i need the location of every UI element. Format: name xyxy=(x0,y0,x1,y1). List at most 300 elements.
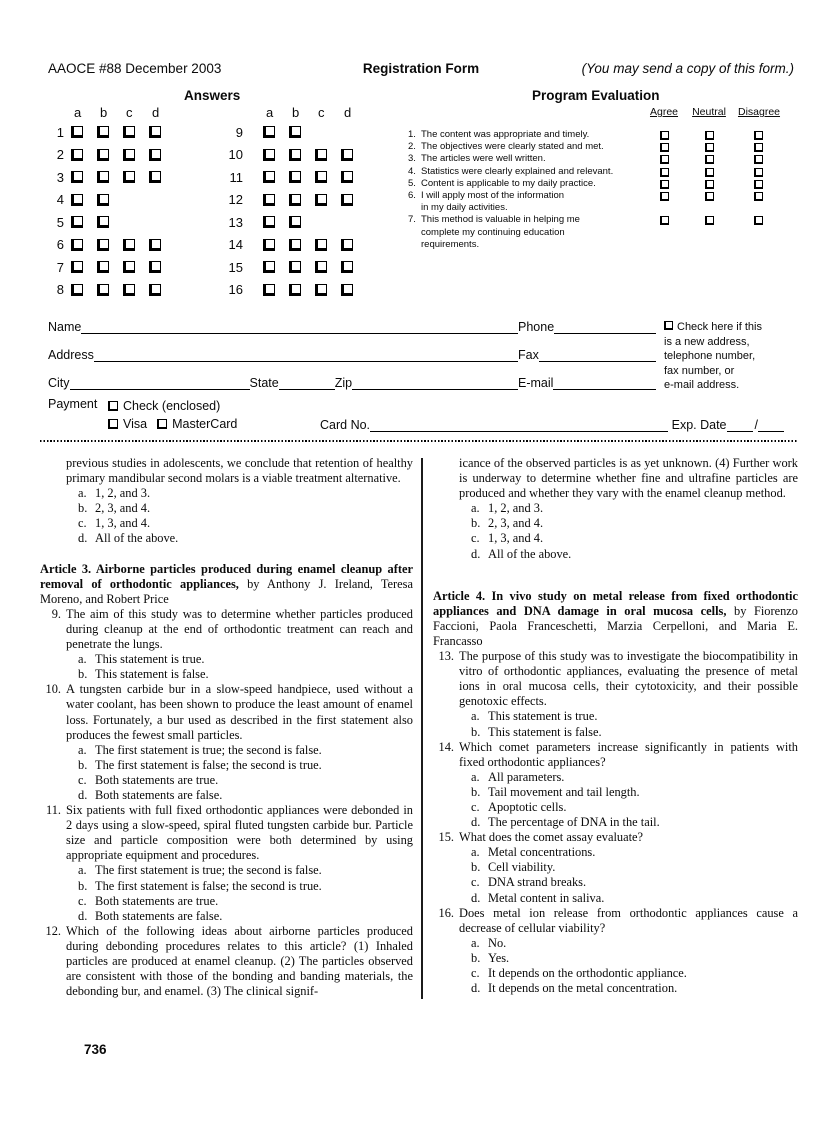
answer-row-4 xyxy=(48,189,175,212)
answer-checkbox-2a[interactable] xyxy=(71,149,83,161)
option-text: The first statement is false; the second is true. xyxy=(95,878,322,893)
zip-label: Zip xyxy=(334,376,353,390)
answer-letter-label: d xyxy=(344,105,352,120)
option-letter: d. xyxy=(471,546,481,561)
answer-checkbox-16a[interactable] xyxy=(263,284,275,296)
option-text: 2, 3, and 4. xyxy=(95,501,151,516)
option-letter: a. xyxy=(471,501,480,516)
answer-checkbox-1a[interactable] xyxy=(71,126,83,138)
evaluation-item-number: 5. xyxy=(408,177,416,189)
answer-option xyxy=(66,788,413,803)
answer-checkbox-6d[interactable] xyxy=(149,239,161,251)
evaluation-item-text: I will apply most of the information in my daily activities. xyxy=(421,190,565,214)
option-text: Both statements are false. xyxy=(95,787,223,802)
evaluation-checkbox[interactable] xyxy=(754,180,763,189)
option-text: This statement is false. xyxy=(95,667,209,682)
answer-option xyxy=(459,547,798,562)
evaluation-checkbox[interactable] xyxy=(754,143,763,152)
paragraph-continuation xyxy=(433,456,798,562)
answer-checkbox-10a[interactable] xyxy=(263,149,275,161)
answer-checkbox-8a[interactable] xyxy=(71,284,83,296)
option-text: All of the above. xyxy=(95,531,179,546)
check-enclosed-label: Check (enclosed) xyxy=(123,399,221,413)
option-letter: a. xyxy=(78,652,87,667)
answer-option xyxy=(459,860,798,875)
answer-checkbox-13b[interactable] xyxy=(289,216,301,228)
answer-checkbox-12d[interactable] xyxy=(341,194,353,206)
card-no-label: Card No. xyxy=(320,418,371,432)
option-letter: b. xyxy=(78,501,88,516)
answer-checkbox-6b[interactable] xyxy=(97,239,109,251)
question-number: 9. xyxy=(51,606,61,621)
answer-checkbox-7d[interactable] xyxy=(149,261,161,273)
answer-option xyxy=(66,516,413,531)
email-input-line[interactable] xyxy=(553,376,656,390)
option-letter: d. xyxy=(78,531,88,546)
answer-row-number: 5 xyxy=(56,214,64,230)
evaluation-item-text: This method is valuable in helping me complete my continuing education requirements. xyxy=(421,214,580,250)
evaluation-checkbox[interactable] xyxy=(660,131,669,140)
answer-row-5 xyxy=(48,211,175,234)
answer-row-number: 14 xyxy=(228,237,243,253)
answer-row-number: 6 xyxy=(56,237,64,253)
option-letter: a. xyxy=(471,709,480,724)
answer-option xyxy=(459,800,798,815)
answer-checkbox-4b[interactable] xyxy=(97,194,109,206)
answer-checkbox-14d[interactable] xyxy=(341,239,353,251)
answer-checkbox-16d[interactable] xyxy=(341,284,353,296)
option-letter: d. xyxy=(471,890,481,905)
answer-checkbox-14c[interactable] xyxy=(315,239,327,251)
state-label: State xyxy=(249,376,279,390)
evaluation-item-1 xyxy=(408,129,792,141)
question-number: 12. xyxy=(45,923,61,938)
answer-checkbox-2d[interactable] xyxy=(149,149,161,161)
answer-checkbox-11c[interactable] xyxy=(315,171,327,183)
answer-option xyxy=(459,770,798,785)
evaluation-item-number: 2. xyxy=(408,141,416,153)
page-header xyxy=(48,61,794,76)
page-number: 736 xyxy=(84,1042,107,1057)
question-number: 10. xyxy=(45,682,61,697)
answer-letter-label: b xyxy=(100,105,108,120)
option-letter: b. xyxy=(471,784,481,799)
option-letter: c. xyxy=(471,966,480,980)
option-text: 2, 3, and 4. xyxy=(488,516,544,531)
answer-checkbox-4a[interactable] xyxy=(71,194,83,206)
answer-checkbox-1b[interactable] xyxy=(97,126,109,138)
evaluation-checkbox[interactable] xyxy=(754,192,763,201)
answer-checkbox-6a[interactable] xyxy=(71,239,83,251)
answer-option xyxy=(459,785,798,800)
question-text: The purpose of this study was to investigate the biocompatibility in vitro of orthodontic appliances, evaluating the presence of metal ions in oral mucosa cells, their cytotoxicity, and their possible genotoxic effects. xyxy=(459,649,798,709)
option-letter: a. xyxy=(471,769,480,784)
answer-row-7 xyxy=(48,256,175,279)
option-text: DNA strand breaks. xyxy=(488,875,587,890)
questions-right-column xyxy=(433,456,798,999)
option-letter: c. xyxy=(471,799,480,814)
evaluation-section-title: Program Evaluation xyxy=(532,88,660,103)
option-text: Cell viability. xyxy=(488,860,556,875)
question-text: What does the comet assay evaluate? xyxy=(459,830,644,845)
evaluation-item-text: The content was appropriate and timely. xyxy=(421,129,590,140)
zip-input-line[interactable] xyxy=(352,376,518,390)
evaluation-checkbox[interactable] xyxy=(660,192,669,201)
answer-option xyxy=(66,863,413,878)
answer-row-number: 16 xyxy=(228,282,243,298)
option-letter: a. xyxy=(78,486,87,501)
page-title: Registration Form xyxy=(362,61,480,76)
option-letter: c. xyxy=(471,875,480,890)
option-letter: b. xyxy=(78,757,88,772)
evaluation-checkbox[interactable] xyxy=(705,192,714,201)
evaluation-checkbox[interactable] xyxy=(660,143,669,152)
answer-checkbox-14b[interactable] xyxy=(289,239,301,251)
answer-checkbox-16c[interactable] xyxy=(315,284,327,296)
question-text: Does metal ion release from orthodontic appliances cause a decrease of cellular viability? xyxy=(459,905,798,935)
question-text: previous studies in adolescents, we conclude that retention of healthy primary mandibular second molars is a viable treatment alternative. xyxy=(66,456,413,486)
option-text: The first statement is false; the second is true. xyxy=(95,757,322,772)
quiz-questions-section xyxy=(40,456,798,999)
answer-checkbox-10b[interactable] xyxy=(289,149,301,161)
evaluation-item-number: 3. xyxy=(408,153,416,165)
visa-label: Visa xyxy=(123,417,148,431)
email-label: E-mail xyxy=(518,376,554,390)
evaluation-column-headers xyxy=(408,104,792,122)
answer-row-number: 11 xyxy=(229,169,243,185)
evaluation-checkbox[interactable] xyxy=(705,155,714,164)
answer-letter-label: b xyxy=(292,105,300,120)
answer-checkbox-15a[interactable] xyxy=(263,261,275,273)
answer-row-16 xyxy=(225,279,367,302)
answers-column-9-16 xyxy=(225,104,367,301)
question-number xyxy=(40,456,61,547)
option-text: The percentage of DNA in the tail. xyxy=(488,815,660,830)
answer-row-number: 7 xyxy=(56,259,64,275)
answer-checkbox-9b[interactable] xyxy=(289,126,301,138)
answer-checkbox-5a[interactable] xyxy=(71,216,83,228)
question-item-13 xyxy=(433,649,798,740)
answer-checkbox-12b[interactable] xyxy=(289,194,301,206)
answer-letter-label: c xyxy=(126,105,133,120)
answer-option xyxy=(66,894,413,909)
city-label: City xyxy=(48,376,70,390)
evaluation-item-text: Statistics were clearly explained and relevant. xyxy=(421,165,614,177)
option-letter: a. xyxy=(78,863,87,878)
option-letter: d. xyxy=(471,815,481,830)
answer-checkbox-10c[interactable] xyxy=(315,149,327,161)
copy-permission-note: (You may send a copy of this form.) xyxy=(581,61,795,76)
evaluation-item-4 xyxy=(408,166,792,178)
option-letter: a. xyxy=(471,845,480,860)
option-text: It depends on the orthodontic appliance. xyxy=(488,966,687,980)
mastercard-label: MasterCard xyxy=(172,417,238,431)
answer-checkbox-2b[interactable] xyxy=(97,149,109,161)
answer-row-10 xyxy=(225,144,367,167)
answer-checkbox-6c[interactable] xyxy=(123,239,135,251)
address-input-line[interactable] xyxy=(94,348,518,362)
option-text: Yes. xyxy=(488,950,510,965)
exp-date-separator: / xyxy=(754,418,758,432)
answer-option xyxy=(66,501,413,516)
option-letter: b. xyxy=(78,878,88,893)
evaluation-checkbox[interactable] xyxy=(754,131,763,140)
option-letter: b. xyxy=(471,950,481,965)
answer-checkbox-3c[interactable] xyxy=(123,171,135,183)
evaluation-checkbox[interactable] xyxy=(660,168,669,177)
visa-checkbox[interactable] xyxy=(108,419,118,429)
answer-letters-header xyxy=(225,104,367,121)
evaluation-checkbox[interactable] xyxy=(660,216,669,225)
issue-label: AAOCE #88 December 2003 xyxy=(48,61,222,76)
answer-checkbox-11b[interactable] xyxy=(289,171,301,183)
option-text: Both statements are true. xyxy=(95,893,219,908)
payment-option-cards xyxy=(108,415,237,433)
option-text: 1, 3, and 4. xyxy=(488,531,544,546)
card-number-line[interactable] xyxy=(370,418,668,432)
evaluation-item-6 xyxy=(408,190,792,214)
question-number: 11. xyxy=(45,803,61,818)
evaluation-item-text: The articles were well written. xyxy=(421,153,546,165)
answer-checkbox-7b[interactable] xyxy=(97,261,109,273)
answer-option xyxy=(66,486,413,501)
question-text: Which of the following ideas about airborne particles produced during debonding procedures relates to this article? (1) Inhaled particles are produced at enamel cleanup. (2) The particles observed are consistent with those of the bonding and banding materials, the debonding bur, and enamel. (3) The clinical signif- xyxy=(66,923,413,999)
answer-checkbox-8d[interactable] xyxy=(149,284,161,296)
answers-column-1-8 xyxy=(48,104,175,301)
option-letter: a. xyxy=(471,935,480,950)
evaluation-column-agree: Agree xyxy=(649,106,679,118)
paragraph-continuation xyxy=(40,456,413,547)
answer-checkbox-3d[interactable] xyxy=(149,171,161,183)
question-text: Six patients with full fixed orthodontic appliances were debonded in 2 days using a slow-speed, spiral fluted tungsten carbide bur. Particle size and particle composition were both determined by using appropriate equipment and procedures. xyxy=(66,803,413,863)
answer-checkbox-15d[interactable] xyxy=(341,261,353,273)
question-item-12 xyxy=(40,924,413,999)
answer-checkbox-5b[interactable] xyxy=(97,216,109,228)
answers-grid xyxy=(48,104,367,301)
evaluation-checkbox[interactable] xyxy=(705,143,714,152)
evaluation-checkbox[interactable] xyxy=(754,155,763,164)
question-number xyxy=(433,456,454,562)
option-text: All parameters. xyxy=(488,769,565,784)
mastercard-checkbox[interactable] xyxy=(157,419,167,429)
evaluation-column-neutral: Neutral xyxy=(692,106,726,118)
answer-row-8 xyxy=(48,279,175,302)
state-input-line[interactable] xyxy=(279,376,335,390)
answer-option xyxy=(459,966,798,981)
option-text: Apoptotic cells. xyxy=(488,799,567,814)
check-enclosed-checkbox[interactable] xyxy=(108,401,118,411)
answer-option xyxy=(459,725,798,740)
city-input-line[interactable] xyxy=(70,376,250,390)
payment-option-check xyxy=(108,397,237,415)
phone-label: Phone xyxy=(518,320,555,334)
evaluation-checkbox[interactable] xyxy=(754,216,763,225)
evaluation-item-7 xyxy=(408,214,792,251)
answer-checkbox-14a[interactable] xyxy=(263,239,275,251)
answer-checkbox-9a[interactable] xyxy=(263,126,275,138)
answer-letter-label: c xyxy=(318,105,325,120)
evaluation-item-number: 4. xyxy=(408,165,416,177)
payment-section xyxy=(48,397,798,433)
option-letter: d. xyxy=(78,908,88,923)
question-number: 14. xyxy=(438,739,454,754)
option-text: All of the above. xyxy=(488,546,572,561)
answer-option xyxy=(459,981,798,996)
option-text: The first statement is true; the second is false. xyxy=(95,863,322,878)
option-text: No. xyxy=(488,935,507,950)
answer-checkbox-11a[interactable] xyxy=(263,171,275,183)
option-letter: b. xyxy=(471,860,481,875)
evaluation-checkbox[interactable] xyxy=(705,216,714,225)
option-letter: c. xyxy=(78,772,87,787)
answer-option xyxy=(459,845,798,860)
article-heading: Article 4. In vivo study on metal release from fixed orthodontic appliances and DNA damage in oral mucosa cells, by Fiorenzo Faccioni, Paola Franceschetti, Marzia Cerpelloni, and Maria E. Francasso xyxy=(433,588,798,648)
question-item-9 xyxy=(40,607,413,682)
name-input-line[interactable] xyxy=(81,320,518,334)
answer-row-13 xyxy=(225,211,367,234)
new-address-note-line xyxy=(664,320,804,335)
answer-checkbox-13a[interactable] xyxy=(263,216,275,228)
answer-letters-header xyxy=(48,104,175,121)
answer-option xyxy=(66,773,413,788)
answer-row-number: 1 xyxy=(56,124,64,140)
option-letter: b. xyxy=(471,724,481,739)
question-item-16 xyxy=(433,906,798,997)
answer-row-9 xyxy=(225,121,367,144)
option-letter: d. xyxy=(471,981,481,996)
question-number: 13. xyxy=(438,649,454,664)
answer-checkbox-11d[interactable] xyxy=(341,171,353,183)
answer-row-1 xyxy=(48,121,175,144)
new-address-checkbox[interactable] xyxy=(664,321,673,330)
answer-letter-label: a xyxy=(74,105,82,120)
answer-checkbox-7c[interactable] xyxy=(123,261,135,273)
answer-option xyxy=(66,758,413,773)
answer-option xyxy=(66,531,413,546)
answer-checkbox-2c[interactable] xyxy=(123,149,135,161)
option-letter: c. xyxy=(78,516,87,531)
answer-checkbox-12c[interactable] xyxy=(315,194,327,206)
fax-label: Fax xyxy=(518,348,539,362)
evaluation-checkbox[interactable] xyxy=(660,155,669,164)
answer-row-number: 9 xyxy=(235,124,243,140)
answer-row-number: 8 xyxy=(56,282,64,298)
question-item-11 xyxy=(40,803,413,924)
answer-row-number: 15 xyxy=(228,259,243,275)
fax-input-line[interactable] xyxy=(539,348,656,362)
answer-checkbox-15b[interactable] xyxy=(289,261,301,273)
option-text: Both statements are false. xyxy=(95,908,223,923)
answer-option xyxy=(66,743,413,758)
answer-option xyxy=(459,951,798,966)
answer-option xyxy=(459,815,798,830)
answer-row-3 xyxy=(48,166,175,189)
option-text: The first statement is true; the second is false. xyxy=(95,742,322,757)
answer-option xyxy=(459,516,798,531)
answer-letter-label: a xyxy=(266,105,274,120)
answer-row-15 xyxy=(225,256,367,279)
answer-row-number: 10 xyxy=(228,147,243,163)
question-item-14 xyxy=(433,740,798,831)
evaluation-checkbox[interactable] xyxy=(754,168,763,177)
answer-option xyxy=(66,667,413,682)
answer-checkbox-12a[interactable] xyxy=(263,194,275,206)
evaluation-checkbox[interactable] xyxy=(705,180,714,189)
question-number: 15. xyxy=(438,830,454,845)
answer-row-2 xyxy=(48,144,175,167)
evaluation-checkbox[interactable] xyxy=(660,180,669,189)
exp-date-label: Exp. Date xyxy=(671,418,727,432)
option-text: Metal content in saliva. xyxy=(488,890,605,905)
option-text: 1, 2, and 3. xyxy=(95,486,151,501)
evaluation-checkbox[interactable] xyxy=(705,131,714,140)
article-heading-bold: Article 4. In vivo study on metal release from fixed orthodontic appliances and DNA damage in oral mucosa cells, xyxy=(433,588,798,618)
answer-option xyxy=(459,936,798,951)
answer-option xyxy=(66,879,413,894)
answer-checkbox-7a[interactable] xyxy=(71,261,83,273)
answer-option xyxy=(66,909,413,924)
answer-checkbox-8b[interactable] xyxy=(97,284,109,296)
option-letter: a. xyxy=(78,742,87,757)
evaluation-item-5 xyxy=(408,178,792,190)
payment-options xyxy=(108,397,237,433)
payment-label: Payment xyxy=(48,397,98,411)
answers-section-title: Answers xyxy=(184,88,241,103)
answer-row-14 xyxy=(225,234,367,257)
answer-checkbox-3a[interactable] xyxy=(71,171,83,183)
answer-option xyxy=(459,501,798,516)
question-item-10 xyxy=(40,682,413,803)
option-letter: c. xyxy=(471,531,480,546)
answer-option xyxy=(459,891,798,906)
evaluation-item-number: 7. xyxy=(408,214,416,226)
evaluation-item-text: The objectives were clearly stated and met. xyxy=(421,141,604,153)
answer-row-number: 12 xyxy=(228,192,243,208)
program-evaluation-section xyxy=(408,104,792,251)
evaluation-checkbox[interactable] xyxy=(705,168,714,177)
question-text: The aim of this study was to determine whether particles produced during cleanup at the end of orthodontic treatment can reach and penetrate the lungs. xyxy=(66,606,413,652)
option-letter: b. xyxy=(471,516,481,531)
exp-month-line[interactable] xyxy=(727,418,753,432)
phone-input-line[interactable] xyxy=(554,320,656,334)
cut-line-divider xyxy=(40,440,798,442)
option-text: This statement is true. xyxy=(95,652,205,667)
option-text: This statement is false. xyxy=(488,724,602,739)
answer-checkbox-1d[interactable] xyxy=(149,126,161,138)
question-number: 16. xyxy=(438,905,454,920)
evaluation-items xyxy=(408,129,792,251)
answer-checkbox-3b[interactable] xyxy=(97,171,109,183)
answer-row-11 xyxy=(225,166,367,189)
answer-checkbox-10d[interactable] xyxy=(341,149,353,161)
answer-checkbox-8c[interactable] xyxy=(123,284,135,296)
new-address-note-line: is a new address, xyxy=(664,335,750,348)
article-heading: Article 3. Airborne particles produced during enamel cleanup after removal of orthodontic appliances, by Anthony J. Ireland, Teresa Moreno, and Robert Price xyxy=(40,561,414,606)
evaluation-column-disagree: Disagree xyxy=(737,106,781,118)
answer-row-number: 13 xyxy=(228,214,243,230)
answer-checkbox-16b[interactable] xyxy=(289,284,301,296)
questions-left-column xyxy=(40,456,413,999)
option-letter: d. xyxy=(78,787,88,802)
answer-checkbox-15c[interactable] xyxy=(315,261,327,273)
evaluation-item-text: Content is applicable to my daily practice. xyxy=(421,177,596,189)
exp-year-line[interactable] xyxy=(758,418,784,432)
option-text: Both statements are true. xyxy=(95,772,219,787)
option-text: 1, 2, and 3. xyxy=(488,501,544,516)
answer-checkbox-1c[interactable] xyxy=(123,126,135,138)
column-divider-rule xyxy=(421,458,423,999)
option-text: This statement is true. xyxy=(488,709,598,724)
